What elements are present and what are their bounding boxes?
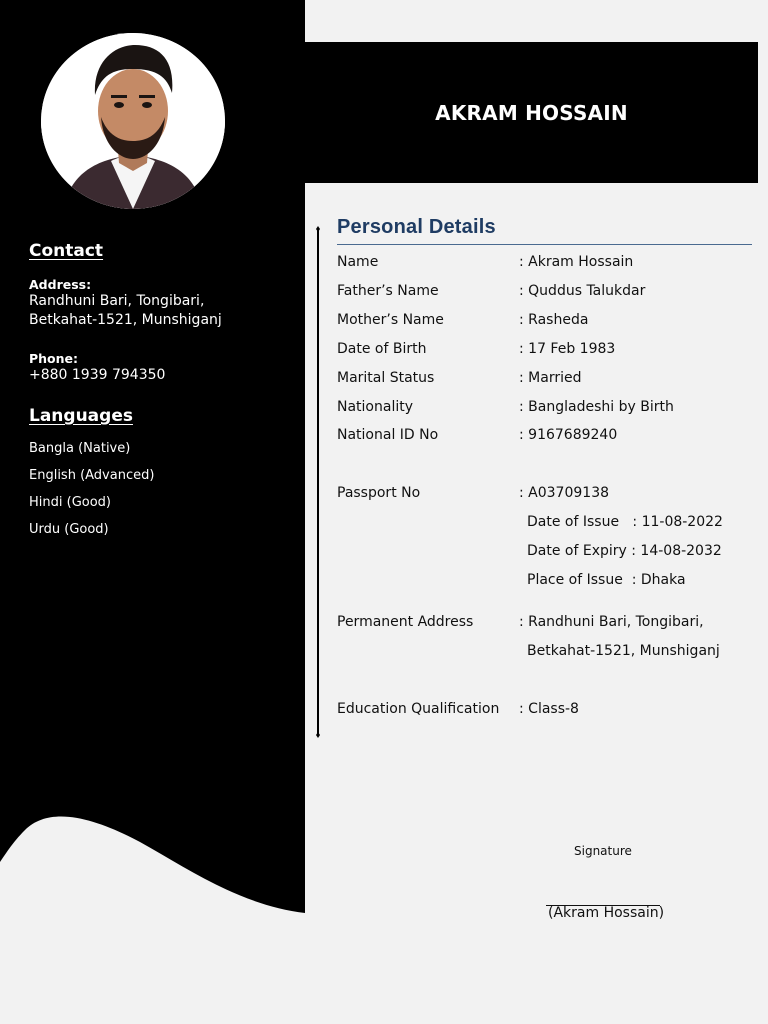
detail-value: : Randhuni Bari, Tongibari, — [519, 614, 704, 630]
phone-label: Phone: — [29, 351, 79, 366]
signature-label: Signature — [574, 844, 632, 858]
full-name-title: AKRAM HOSSAIN — [435, 100, 628, 125]
detail-value: : Bangladeshi by Birth — [519, 399, 674, 415]
detail-row-permanent-address — [337, 612, 757, 632]
detail-value: : Class-8 — [519, 701, 579, 717]
phone-block — [29, 351, 165, 385]
language-item: Urdu (Good) — [29, 522, 109, 537]
detail-label: Name — [337, 254, 379, 270]
detail-row-mother — [337, 310, 757, 330]
detail-label: Marital Status — [337, 370, 435, 386]
name-banner — [305, 42, 758, 183]
detail-value: : 17 Feb 1983 — [519, 341, 616, 357]
detail-label: Education Qualification — [337, 701, 500, 717]
address-label: Address: — [29, 277, 92, 292]
contact-heading: Contact — [29, 241, 104, 261]
address-line-1: Randhuni Bari, Tongibari, — [29, 293, 205, 309]
detail-label: Passport No — [337, 485, 421, 501]
detail-value: Place of Issue : Dhaka — [527, 572, 686, 588]
detail-value: Date of Issue : 11-08-2022 — [527, 514, 723, 530]
detail-row-nid — [337, 425, 757, 445]
languages-list — [29, 441, 154, 549]
languages-section — [29, 406, 133, 426]
signature-name: (Akram Hossain) — [548, 905, 665, 921]
passport-issue-date — [337, 512, 757, 532]
languages-heading: Languages — [29, 406, 133, 426]
detail-row-name — [337, 252, 757, 272]
detail-label: National ID No — [337, 427, 439, 443]
detail-value: : 9167689240 — [519, 427, 618, 443]
detail-value: Betkahat-1521, Munshiganj — [527, 643, 720, 659]
language-item: Bangla (Native) — [29, 441, 131, 456]
detail-row-passport — [337, 483, 757, 503]
language-item: Hindi (Good) — [29, 495, 111, 510]
detail-label: Nationality — [337, 399, 414, 415]
detail-label: Date of Birth — [337, 341, 427, 357]
detail-row-education — [337, 699, 757, 719]
detail-row-dob — [337, 339, 757, 359]
sidebar — [0, 0, 305, 1024]
permanent-address-line-2 — [337, 641, 757, 661]
detail-value: Date of Expiry : 14-08-2032 — [527, 543, 722, 559]
timeline-line — [316, 226, 320, 738]
passport-expiry-date — [337, 541, 757, 561]
personal-details-heading: Personal Details — [337, 216, 496, 238]
address-block — [29, 277, 222, 330]
detail-row-marital — [337, 368, 757, 388]
detail-label: Father’s Name — [337, 283, 439, 299]
detail-value: : Quddus Talukdar — [519, 283, 646, 299]
detail-value: : Akram Hossain — [519, 254, 634, 270]
detail-label: Mother’s Name — [337, 312, 444, 328]
detail-value: : Rasheda — [519, 312, 589, 328]
detail-row-nationality — [337, 397, 757, 417]
contact-section — [29, 241, 103, 261]
address-line-2: Betkahat-1521, Munshiganj — [29, 312, 222, 328]
passport-issue-place — [337, 570, 757, 590]
phone-number: +880 1939 794350 — [29, 367, 166, 383]
profile-photo — [41, 33, 225, 209]
detail-value: : A03709138 — [519, 485, 610, 501]
detail-row-father — [337, 281, 757, 301]
section-divider — [337, 244, 752, 245]
detail-label: Permanent Address — [337, 614, 474, 630]
language-item: English (Advanced) — [29, 468, 155, 483]
detail-value: : Married — [519, 370, 582, 386]
